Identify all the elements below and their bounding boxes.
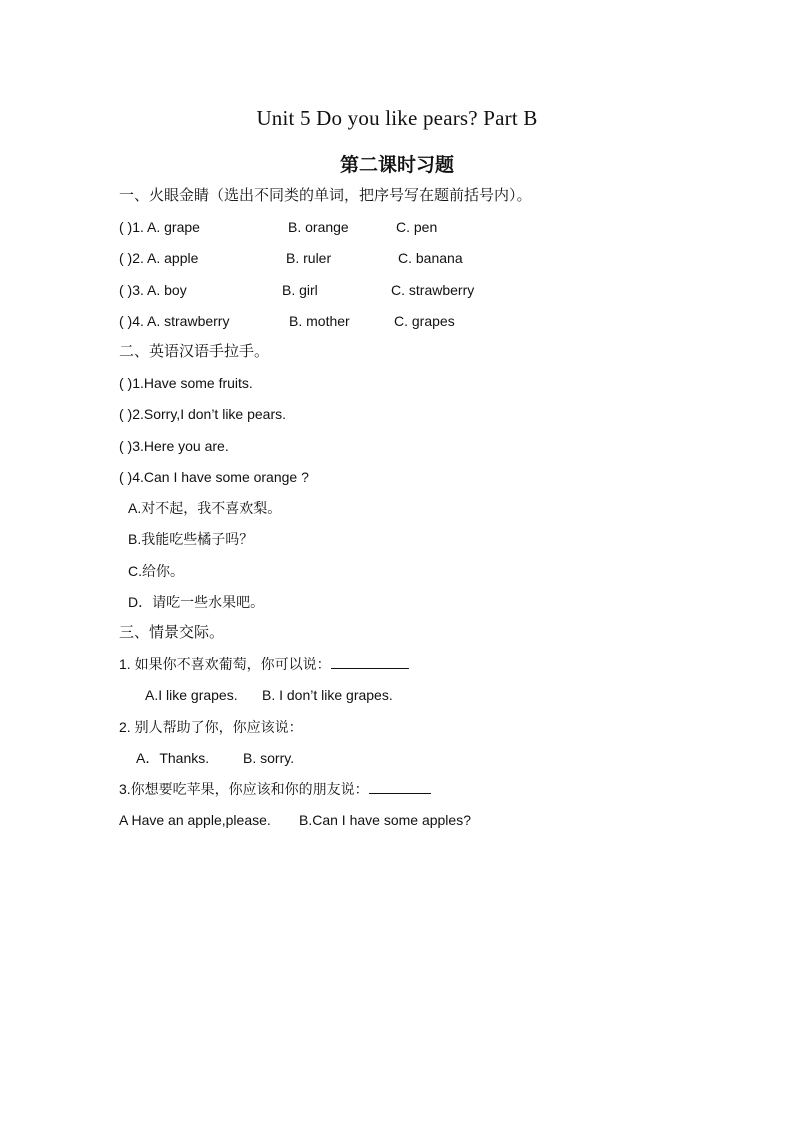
section-3-heading: 三、情景交际。 (119, 624, 225, 641)
option-c: C. grapes (394, 313, 455, 329)
section-3-question-1 (119, 654, 409, 674)
section-3-question-1-options (145, 685, 445, 705)
section-1-item-4 (119, 311, 539, 331)
item-stem: ( )3. A. boy (119, 282, 187, 298)
item-stem: ( )2. A. apple (119, 250, 199, 266)
question-text: 3.你想要吃苹果，你应该和你的朋友说： (119, 781, 369, 797)
section-2-item-4: ( )4.Can I have some orange ? (119, 469, 309, 485)
section-2-item-3: ( )3.Here you are. (119, 438, 229, 454)
option-b: B. mother (289, 313, 350, 329)
option-a: A．Thanks. (136, 750, 210, 766)
item-stem: ( )4. A. strawberry (119, 313, 230, 329)
option-b: B. girl (282, 282, 318, 298)
option-c: C. banana (398, 250, 463, 266)
section-2-option-b: B.我能吃些橘子吗？ (128, 531, 254, 547)
section-3-question-3-options (119, 810, 519, 830)
section-3-question-3 (119, 779, 431, 799)
page-subtitle: 第二课时习题 (339, 154, 454, 176)
option-a: A.I like grapes. (145, 687, 238, 703)
page-title: Unit 5 Do you like pears? Part B (256, 106, 538, 130)
answer-blank[interactable] (331, 654, 409, 669)
option-c: C. pen (396, 219, 438, 235)
option-b: B. I don’t like grapes. (262, 687, 393, 703)
section-2-heading: 二、英语汉语手拉手。 (119, 343, 270, 360)
item-stem: ( )1. A. grape (119, 219, 200, 235)
section-1-heading: 一、火眼金睛（选出不同类的单词，把序号写在题前括号内）。 (119, 187, 532, 204)
section-1-item-1 (119, 217, 539, 237)
option-b: B.Can I have some apples? (299, 812, 471, 828)
option-b: B. ruler (286, 250, 332, 266)
answer-blank[interactable] (369, 779, 431, 794)
option-a: A Have an apple,please. (119, 812, 271, 828)
option-b: B. orange (288, 219, 349, 235)
section-3-question-2: 2. 别人帮助了你，你应该说： (119, 719, 303, 735)
option-b: B. sorry. (243, 750, 295, 766)
question-text: 1. 如果你不喜欢葡萄，你可以说： (119, 656, 331, 672)
section-2-option-a: A.对不起，我不喜欢梨。 (128, 500, 282, 516)
section-1-item-3 (119, 280, 539, 300)
section-3-question-2-options (136, 748, 336, 768)
section-2-item-2: ( )2.Sorry,I don’t like pears. (119, 406, 287, 422)
section-2-option-d: D．请吃一些水果吧。 (128, 594, 265, 610)
section-2-option-c: C.给你。 (128, 563, 184, 579)
option-c: C. strawberry (391, 282, 475, 298)
section-2-item-1: ( )1.Have some fruits. (119, 375, 253, 391)
section-1-item-2 (119, 248, 539, 268)
